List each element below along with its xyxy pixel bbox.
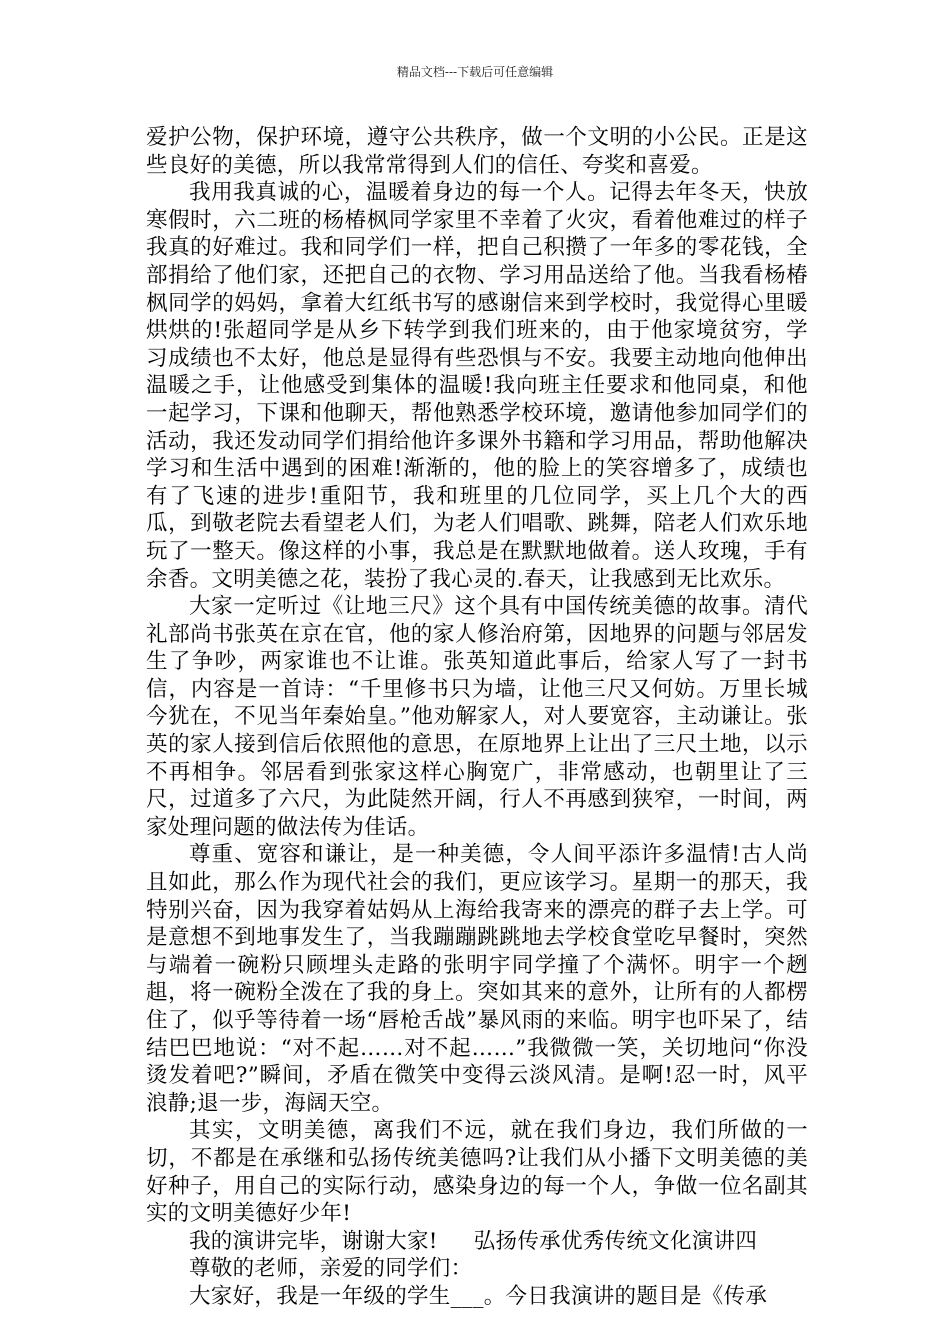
paragraph-3: 大家一定听过《让地三尺》这个具有中国传统美德的故事。清代礼部尚书张英在京在官，他的家人修治府第，因地界的问题与邻居发生了争吵，两家谁也不让谁。张英知道此事后，给家人写了一封书信，内容是一首诗：“千里修书只为墙，让他三尺又何妨。万里长城今犹在，不见当年秦始皇。”他劝解家人，对人要宽容，主动谦让。张英的家人接到信后依照他的意思，在原地界上让出了三尺土地，以示不再相争。邻居看到张家这样心胸宽广，非常感动，也朝里让了三尺，过道多了六尺，为此陡然开阔，行人不再感到狭窄，一时间，两家处理问题的做法传为佳话。 (146, 594, 808, 840)
closing-line (146, 1228, 808, 1256)
next-speech-title: 弘扬传承优秀传统文化演讲四 (473, 1228, 758, 1254)
opening-line: 大家好，我是一年级的学生___。今日我演讲的题目是《传承 (189, 1283, 768, 1309)
closing-thanks: 我的演讲完毕，谢谢大家! (189, 1228, 438, 1254)
page-header: 精品文档---下载后可任意编辑 (396, 65, 554, 79)
paragraph-1: 爱护公物，保护环境，遵守公共秩序，做一个文明的小公民。正是这些良好的美德，所以我常常得到人们的信任、夸奖和喜爱。 (146, 125, 808, 178)
greeting-line: 尊敬的老师，亲爱的同学们： (189, 1256, 473, 1282)
paragraph-4: 尊重、宽容和谦让，是一种美德，令人间平添许多温情!古人尚且如此，那么作为现代社会的我们，更应该学习。星期一的那天，我特别兴奋，因为我穿着姑妈从上海给我寄来的漂亮的群子去上学。可是意想不到地事发生了，当我蹦蹦跳跳地去学校食堂吃早餐时，突然与端着一碗粉只顾埋头走路的张明宇同学撞了个满怀。明宇一个趔趄，将一碗粉全泼在了我的身上。突如其来的意外，让所有的人都楞住了，似乎等待着一场“唇枪舌战”暴风雨的来临。明宇也吓呆了，结结巴巴地说：“对不起……对不起……”我微微一笑，关切地问“你没烫发着吧?”瞬间，矛盾在微笑中变得云淡风清。是啊!忍一时，风平浪静;退一步，海阔天空。 (146, 842, 808, 1116)
paragraph-2: 我用我真诚的心，温暖着身边的每一个人。记得去年冬天，快放寒假时，六二班的杨椿枫同学家里不幸着了火灾，看着他难过的样子我真的好难过。我和同学们一样，把自己积攒了一年多的零花钱，全部捐给了他们家，还把自己的衣物、学习用品送给了他。当我看杨椿枫同学的妈妈，拿着大红纸书写的感谢信来到学校时，我觉得心里暖烘烘的!张超同学是从乡下转学到我们班来的，由于他家境贫穷，学习成绩也不太好，他总是显得有些恐惧与不安。我要主动地向他伸出温暖之手，让他感受到集体的温暖!我向班主任要求和他同桌，和他一起学习，下课和他聊天，帮他熟悉学校环境，邀请他参加同学们的活动，我还发动同学们捐给他许多课外书籍和学习用品，帮助他解决学习和生活中遇到的困难!渐渐的，他的脸上的笑容增多了，成绩也有了飞速的进步!重阳节，我和班里的几位同学，买上几个大的西瓜，到敬老院去看望老人们，为老人们唱歌、跳舞，陪老人们欢乐地玩了一整天。像这样的小事，我总是在默默地做着。送人玫瑰，手有余香。文明美德之花，装扮了我心灵的.春天，让我感到无比欢乐。 (146, 180, 808, 592)
document-body (146, 124, 808, 1311)
paragraph-5: 其实，文明美德，离我们不远，就在我们身边，我们所做的一切，不都是在承继和弘扬传统美德吗?让我们从小播下文明美德的美好种子，用自己的实际行动，感染身边的每一个人，争做一位名副其实的文明美德好少年! (146, 1118, 808, 1227)
